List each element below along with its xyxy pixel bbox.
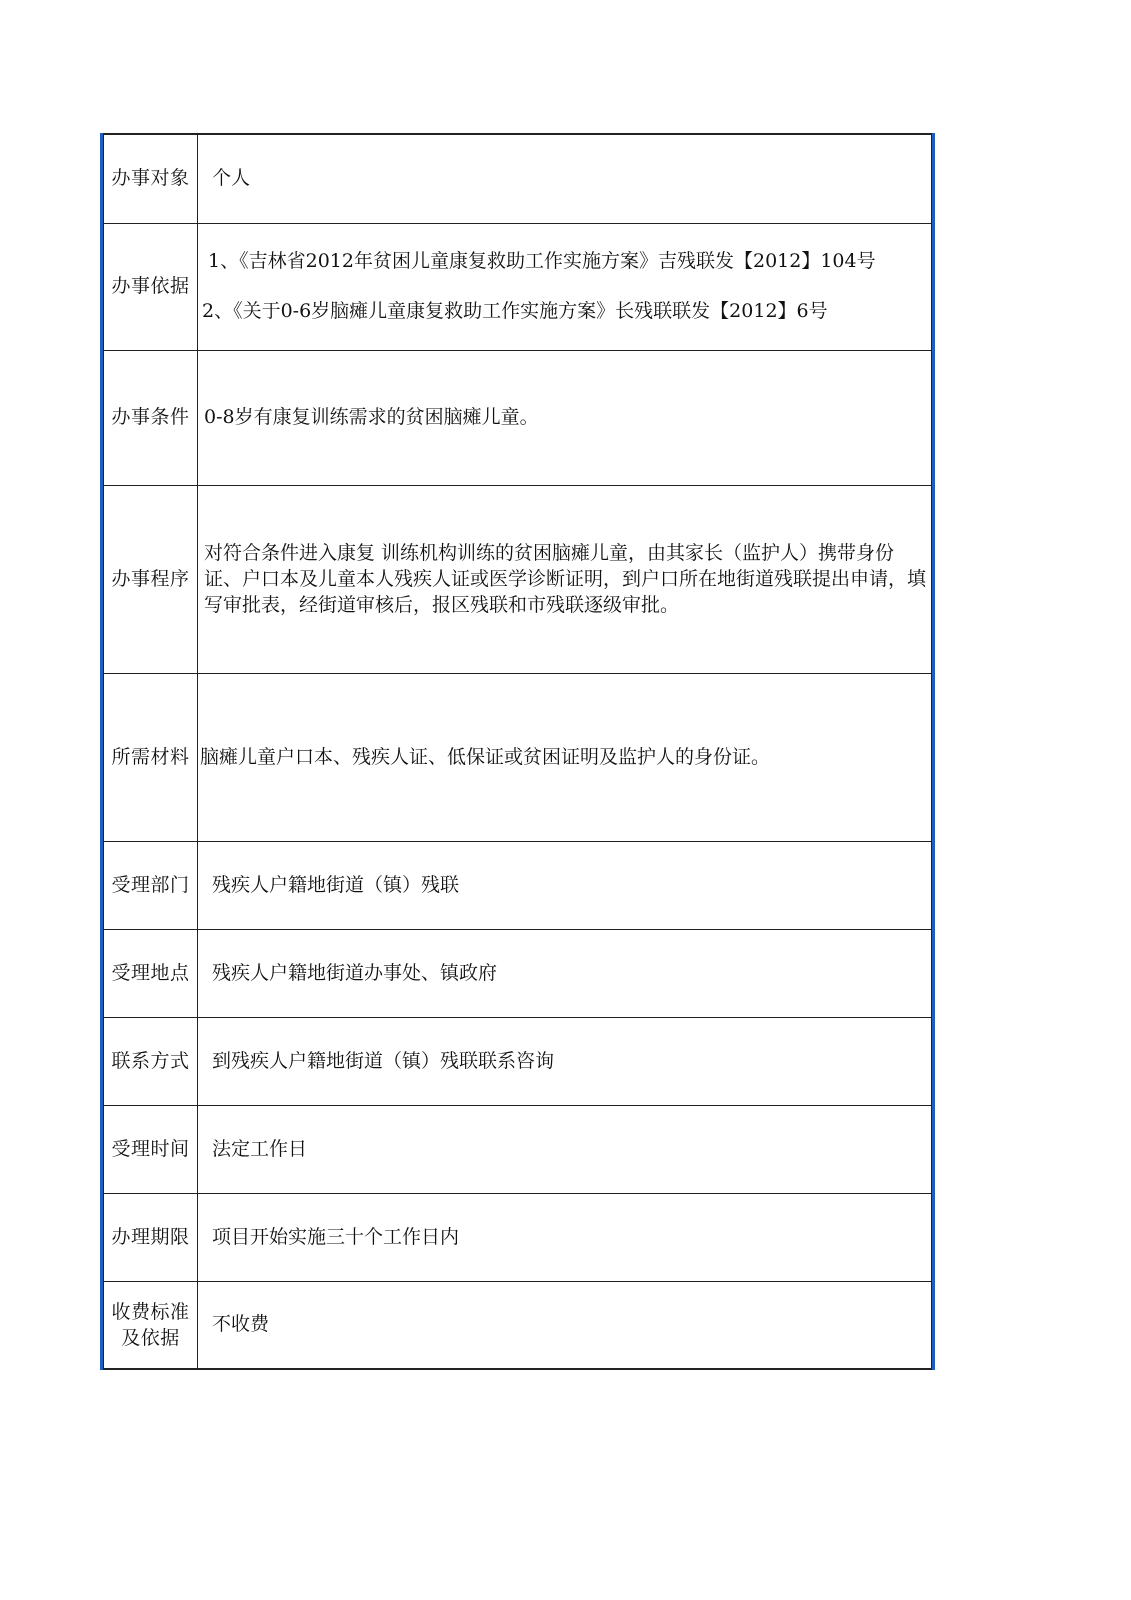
table-row <box>104 1193 932 1281</box>
table-row <box>104 350 932 485</box>
row-value-target: 个人 <box>198 134 932 223</box>
table-row <box>104 841 932 929</box>
service-info-table <box>103 133 932 1370</box>
row-label-fees <box>104 1281 198 1369</box>
row-value-location: 残疾人户籍地街道办事处、镇政府 <box>198 929 932 1017</box>
basis-line-1: 1、《吉林省2012年贫困儿童康复救助工作实施方案》吉残联发【2012】104号 <box>202 250 876 272</box>
table-row <box>104 929 932 1017</box>
fees-label-line-1: 收费标准 <box>111 1300 190 1323</box>
row-value-contact: 到残疾人户籍地街道（镇）残联联系咨询 <box>198 1017 932 1105</box>
row-label-target: 办事对象 <box>104 134 198 223</box>
row-label-hours: 受理时间 <box>104 1105 198 1193</box>
service-info-sheet <box>100 133 935 1370</box>
table-row <box>104 134 932 223</box>
row-label-basis: 办事依据 <box>104 223 198 350</box>
table-row <box>104 1281 932 1369</box>
row-value-conditions: 0-8岁有康复训练需求的贫困脑瘫儿童。 <box>198 350 932 485</box>
row-label-procedure: 办事程序 <box>104 485 198 673</box>
table-row <box>104 1105 932 1193</box>
row-value-department: 残疾人户籍地街道（镇）残联 <box>198 841 932 929</box>
row-value-materials: 脑瘫儿童户口本、残疾人证、低保证或贫困证明及监护人的身份证。 <box>198 673 932 841</box>
row-label-deadline: 办理期限 <box>104 1193 198 1281</box>
row-value-basis <box>198 223 932 350</box>
basis-line-2: 2、《关于0-6岁脑瘫儿童康复救助工作实施方案》长残联联发【2012】6号 <box>202 300 828 322</box>
fees-label-line-2: 及依据 <box>121 1326 180 1349</box>
row-value-procedure: 对符合条件进入康复 训练机构训练的贫困脑瘫儿童，由其家长（监护人）携带身份证、户口本及儿童本人残疾人证或医学诊断证明，到户口所在地街道残联提出申请，填写审批表，经街道审核后，报区残联和市残联逐级审批。 <box>198 485 932 673</box>
row-value-fees: 不收费 <box>198 1281 932 1369</box>
table-row <box>104 485 932 673</box>
row-value-hours: 法定工作日 <box>198 1105 932 1193</box>
table-row <box>104 673 932 841</box>
row-label-conditions: 办事条件 <box>104 350 198 485</box>
row-label-materials: 所需材料 <box>104 673 198 841</box>
row-label-department: 受理部门 <box>104 841 198 929</box>
row-value-deadline: 项目开始实施三十个工作日内 <box>198 1193 932 1281</box>
row-label-contact: 联系方式 <box>104 1017 198 1105</box>
table-row <box>104 223 932 350</box>
row-label-location: 受理地点 <box>104 929 198 1017</box>
table-row <box>104 1017 932 1105</box>
